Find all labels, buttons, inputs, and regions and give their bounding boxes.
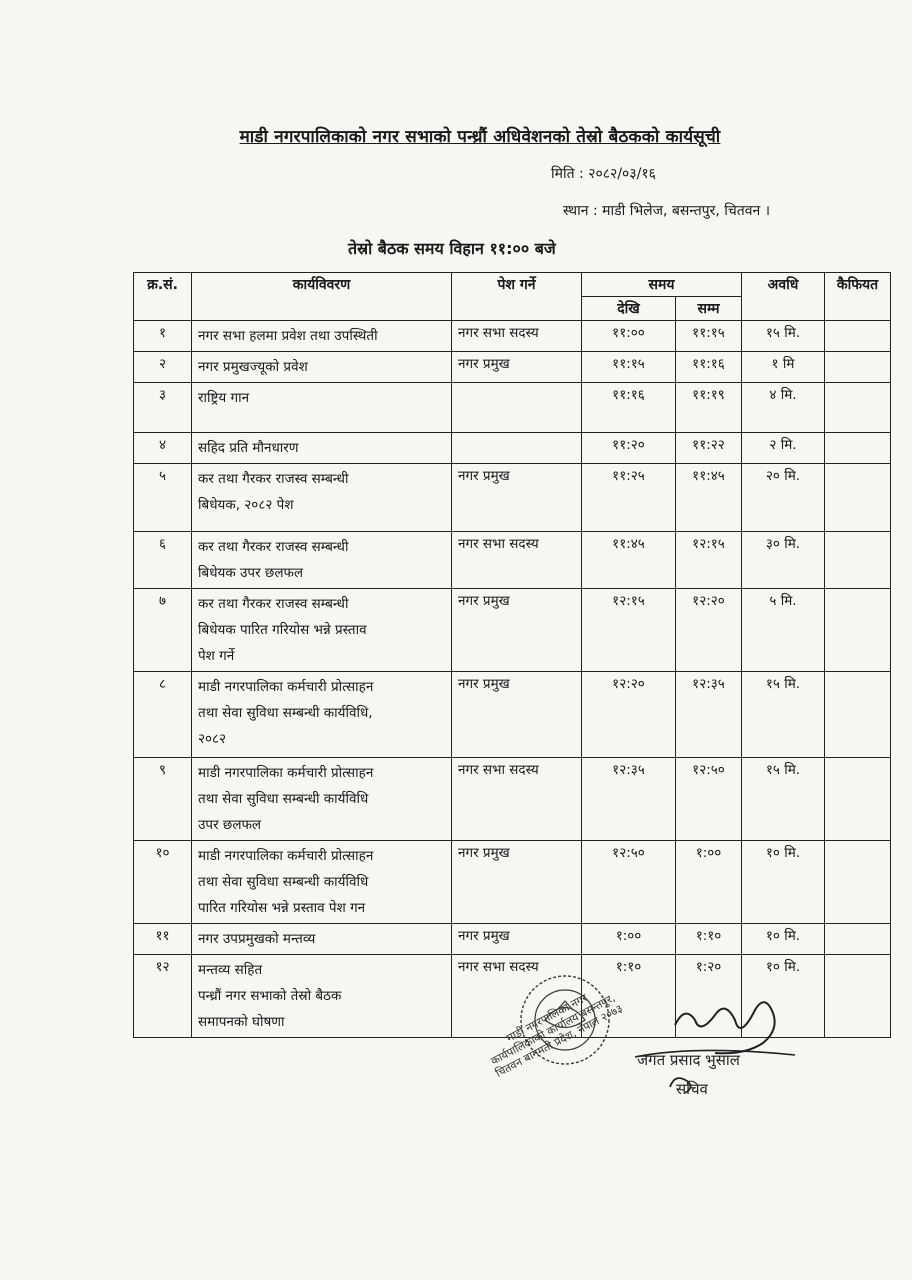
row-time-from: ११:२५ <box>582 464 676 532</box>
row-description <box>192 841 452 924</box>
header-from: देखि <box>582 297 676 321</box>
document-title: माडी नगरपालिकाको नगर सभाको पन्ध्रौं अधिवेशनको तेस्रो बैठकको कार्यसूची <box>239 127 721 147</box>
description-line: माडी नगरपालिका कर्मचारी प्रोत्साहन <box>198 765 374 781</box>
row-description <box>192 955 452 1038</box>
row-time-from: १:०० <box>582 924 676 955</box>
table-row <box>134 924 891 955</box>
row-remarks <box>825 352 891 383</box>
signatory-name: जगत प्रसाद भुसाल <box>637 1051 740 1069</box>
row-time-to: १:०० <box>676 841 742 924</box>
row-duration: १ मि <box>742 352 825 383</box>
row-description <box>192 672 452 758</box>
row-remarks <box>825 589 891 672</box>
row-description <box>192 464 452 532</box>
row-sn: ३ <box>134 383 192 433</box>
row-presenter: नगर प्रमुख <box>452 464 582 532</box>
header-duration: अवधि <box>742 273 825 321</box>
row-presenter: नगर प्रमुख <box>452 841 582 924</box>
header-sn: क्र.सं. <box>134 273 192 321</box>
description-line: कर तथा गैरकर राजस्व सम्बन्धी <box>198 471 349 487</box>
table-row <box>134 352 891 383</box>
row-remarks <box>825 464 891 532</box>
description-line: माडी नगरपालिका कर्मचारी प्रोत्साहन <box>198 848 374 864</box>
row-time-from: ११:२० <box>582 433 676 464</box>
row-remarks <box>825 758 891 841</box>
table-row <box>134 383 891 433</box>
description-line: नगर प्रमुखज्यूको प्रवेश <box>198 359 308 375</box>
signatory-role: सचिव <box>676 1080 708 1098</box>
description-line: तथा सेवा सुविधा सम्बन्धी कार्यविधि, <box>198 705 373 721</box>
table-row <box>134 464 891 532</box>
row-description <box>192 758 452 841</box>
row-sn: ९ <box>134 758 192 841</box>
row-time-from: १२:५० <box>582 841 676 924</box>
table-row <box>134 532 891 589</box>
row-sn: १२ <box>134 955 192 1038</box>
row-presenter: नगर प्रमुख <box>452 352 582 383</box>
row-presenter: नगर प्रमुख <box>452 589 582 672</box>
table-row <box>134 841 891 924</box>
description-line: पेश गर्ने <box>198 648 235 664</box>
row-description <box>192 321 452 352</box>
table-row <box>134 589 891 672</box>
row-remarks <box>825 672 891 758</box>
row-description <box>192 924 452 955</box>
document-place: स्थान : माडी भिलेज, बसन्तपुर, चितवन । <box>563 203 771 219</box>
row-time-to: १२:५० <box>676 758 742 841</box>
description-line: पन्ध्रौं नगर सभाको तेस्रो बैठक <box>198 988 342 1004</box>
row-duration: १० मि. <box>742 841 825 924</box>
header-remarks: कैफियत <box>825 273 891 321</box>
row-duration: ५ मि. <box>742 589 825 672</box>
row-time-to: ११:१९ <box>676 383 742 433</box>
description-line: नगर सभा हलमा प्रवेश तथा उपस्थिती <box>198 328 378 344</box>
description-line: पारित गरियोस भन्ने प्रस्ताव पेश गन <box>198 900 366 916</box>
row-presenter <box>452 383 582 433</box>
row-duration: १५ मि. <box>742 672 825 758</box>
row-sn: १० <box>134 841 192 924</box>
row-presenter <box>452 433 582 464</box>
agenda-body <box>134 321 891 1038</box>
row-sn: २ <box>134 352 192 383</box>
row-duration: १५ मि. <box>742 321 825 352</box>
row-time-from: १२:२० <box>582 672 676 758</box>
row-remarks <box>825 383 891 433</box>
row-time-to: ११:४५ <box>676 464 742 532</box>
header-description: कार्यविवरण <box>192 273 452 321</box>
row-time-from: ११:१६ <box>582 383 676 433</box>
row-presenter: नगर सभा सदस्य <box>452 532 582 589</box>
table-row <box>134 433 891 464</box>
header-time: समय <box>582 273 742 297</box>
description-line: २०८२ <box>198 731 227 747</box>
row-duration: २ मि. <box>742 433 825 464</box>
row-time-from: ११:४५ <box>582 532 676 589</box>
row-presenter: नगर सभा सदस्य <box>452 321 582 352</box>
row-time-to: १:२० <box>676 955 742 1038</box>
row-remarks <box>825 924 891 955</box>
description-line: राष्ट्रिय गान <box>198 390 250 406</box>
description-line: कर तथा गैरकर राजस्व सम्बन्धी <box>198 596 349 612</box>
row-remarks <box>825 321 891 352</box>
description-line: माडी नगरपालिका कर्मचारी प्रोत्साहन <box>198 679 374 695</box>
description-line: तथा सेवा सुविधा सम्बन्धी कार्यविधि <box>198 874 369 890</box>
row-sn: ७ <box>134 589 192 672</box>
row-description <box>192 589 452 672</box>
row-time-to: १२:३५ <box>676 672 742 758</box>
document-date: मिति : २०८२/०३/१६ <box>551 166 656 182</box>
table-row <box>134 758 891 841</box>
row-sn: ६ <box>134 532 192 589</box>
row-presenter: नगर सभा सदस्य <box>452 758 582 841</box>
row-presenter: नगर सभा सदस्य <box>452 955 582 1038</box>
row-description <box>192 433 452 464</box>
row-time-to: १२:१५ <box>676 532 742 589</box>
row-sn: ५ <box>134 464 192 532</box>
header-presenter: पेश गर्ने <box>452 273 582 321</box>
row-presenter: नगर प्रमुख <box>452 672 582 758</box>
row-description <box>192 532 452 589</box>
row-duration: १० मि. <box>742 955 825 1038</box>
row-remarks <box>825 955 891 1038</box>
table-row <box>134 672 891 758</box>
row-duration: ३० मि. <box>742 532 825 589</box>
description-line: बिधेयक, २०८२ पेश <box>198 497 294 513</box>
description-line: मन्तव्य सहित <box>198 962 263 978</box>
row-remarks <box>825 841 891 924</box>
row-time-to: १२:२० <box>676 589 742 672</box>
row-description <box>192 383 452 433</box>
row-time-from: ११:१५ <box>582 352 676 383</box>
description-line: तथा सेवा सुविधा सम्बन्धी कार्यविधि <box>198 791 369 807</box>
description-line: कर तथा गैरकर राजस्व सम्बन्धी <box>198 539 349 555</box>
row-remarks <box>825 433 891 464</box>
description-line: नगर उपप्रमुखको मन्तव्य <box>198 931 316 947</box>
row-time-from: १२:३५ <box>582 758 676 841</box>
row-time-from: ११:०० <box>582 321 676 352</box>
description-line: उपर छलफल <box>198 817 262 833</box>
row-duration: १५ मि. <box>742 758 825 841</box>
row-time-from: १:१० <box>582 955 676 1038</box>
description-line: बिधेयक पारित गरियोस भन्ने प्रस्ताव <box>198 622 367 638</box>
row-sn: ८ <box>134 672 192 758</box>
row-time-to: ११:१५ <box>676 321 742 352</box>
row-duration: ४ मि. <box>742 383 825 433</box>
description-line: सहिद प्रति मौनधारण <box>198 440 299 456</box>
row-time-to: ११:२२ <box>676 433 742 464</box>
row-remarks <box>825 532 891 589</box>
row-duration: २० मि. <box>742 464 825 532</box>
row-time-from: १२:१५ <box>582 589 676 672</box>
row-time-to: ११:१६ <box>676 352 742 383</box>
row-duration: १० मि. <box>742 924 825 955</box>
seal-text: माडी नगरपालिका नगर कार्यपालिकाको कार्यालय बसन्तपुर, चितवन बागमती प्रदेश, नेपाल २०७३ <box>488 991 625 1081</box>
row-sn: ४ <box>134 433 192 464</box>
session-time-heading: तेस्रो बैठक समय विहान ११:०० बजे <box>348 239 556 258</box>
row-time-to: १:१० <box>676 924 742 955</box>
row-presenter: नगर प्रमुख <box>452 924 582 955</box>
row-description <box>192 352 452 383</box>
agenda-table <box>133 272 891 1038</box>
description-line: समापनको घोषणा <box>198 1014 285 1030</box>
description-line: बिधेयक उपर छलफल <box>198 565 304 581</box>
header-to: सम्म <box>676 297 742 321</box>
row-sn: ११ <box>134 924 192 955</box>
table-row <box>134 321 891 352</box>
row-sn: १ <box>134 321 192 352</box>
